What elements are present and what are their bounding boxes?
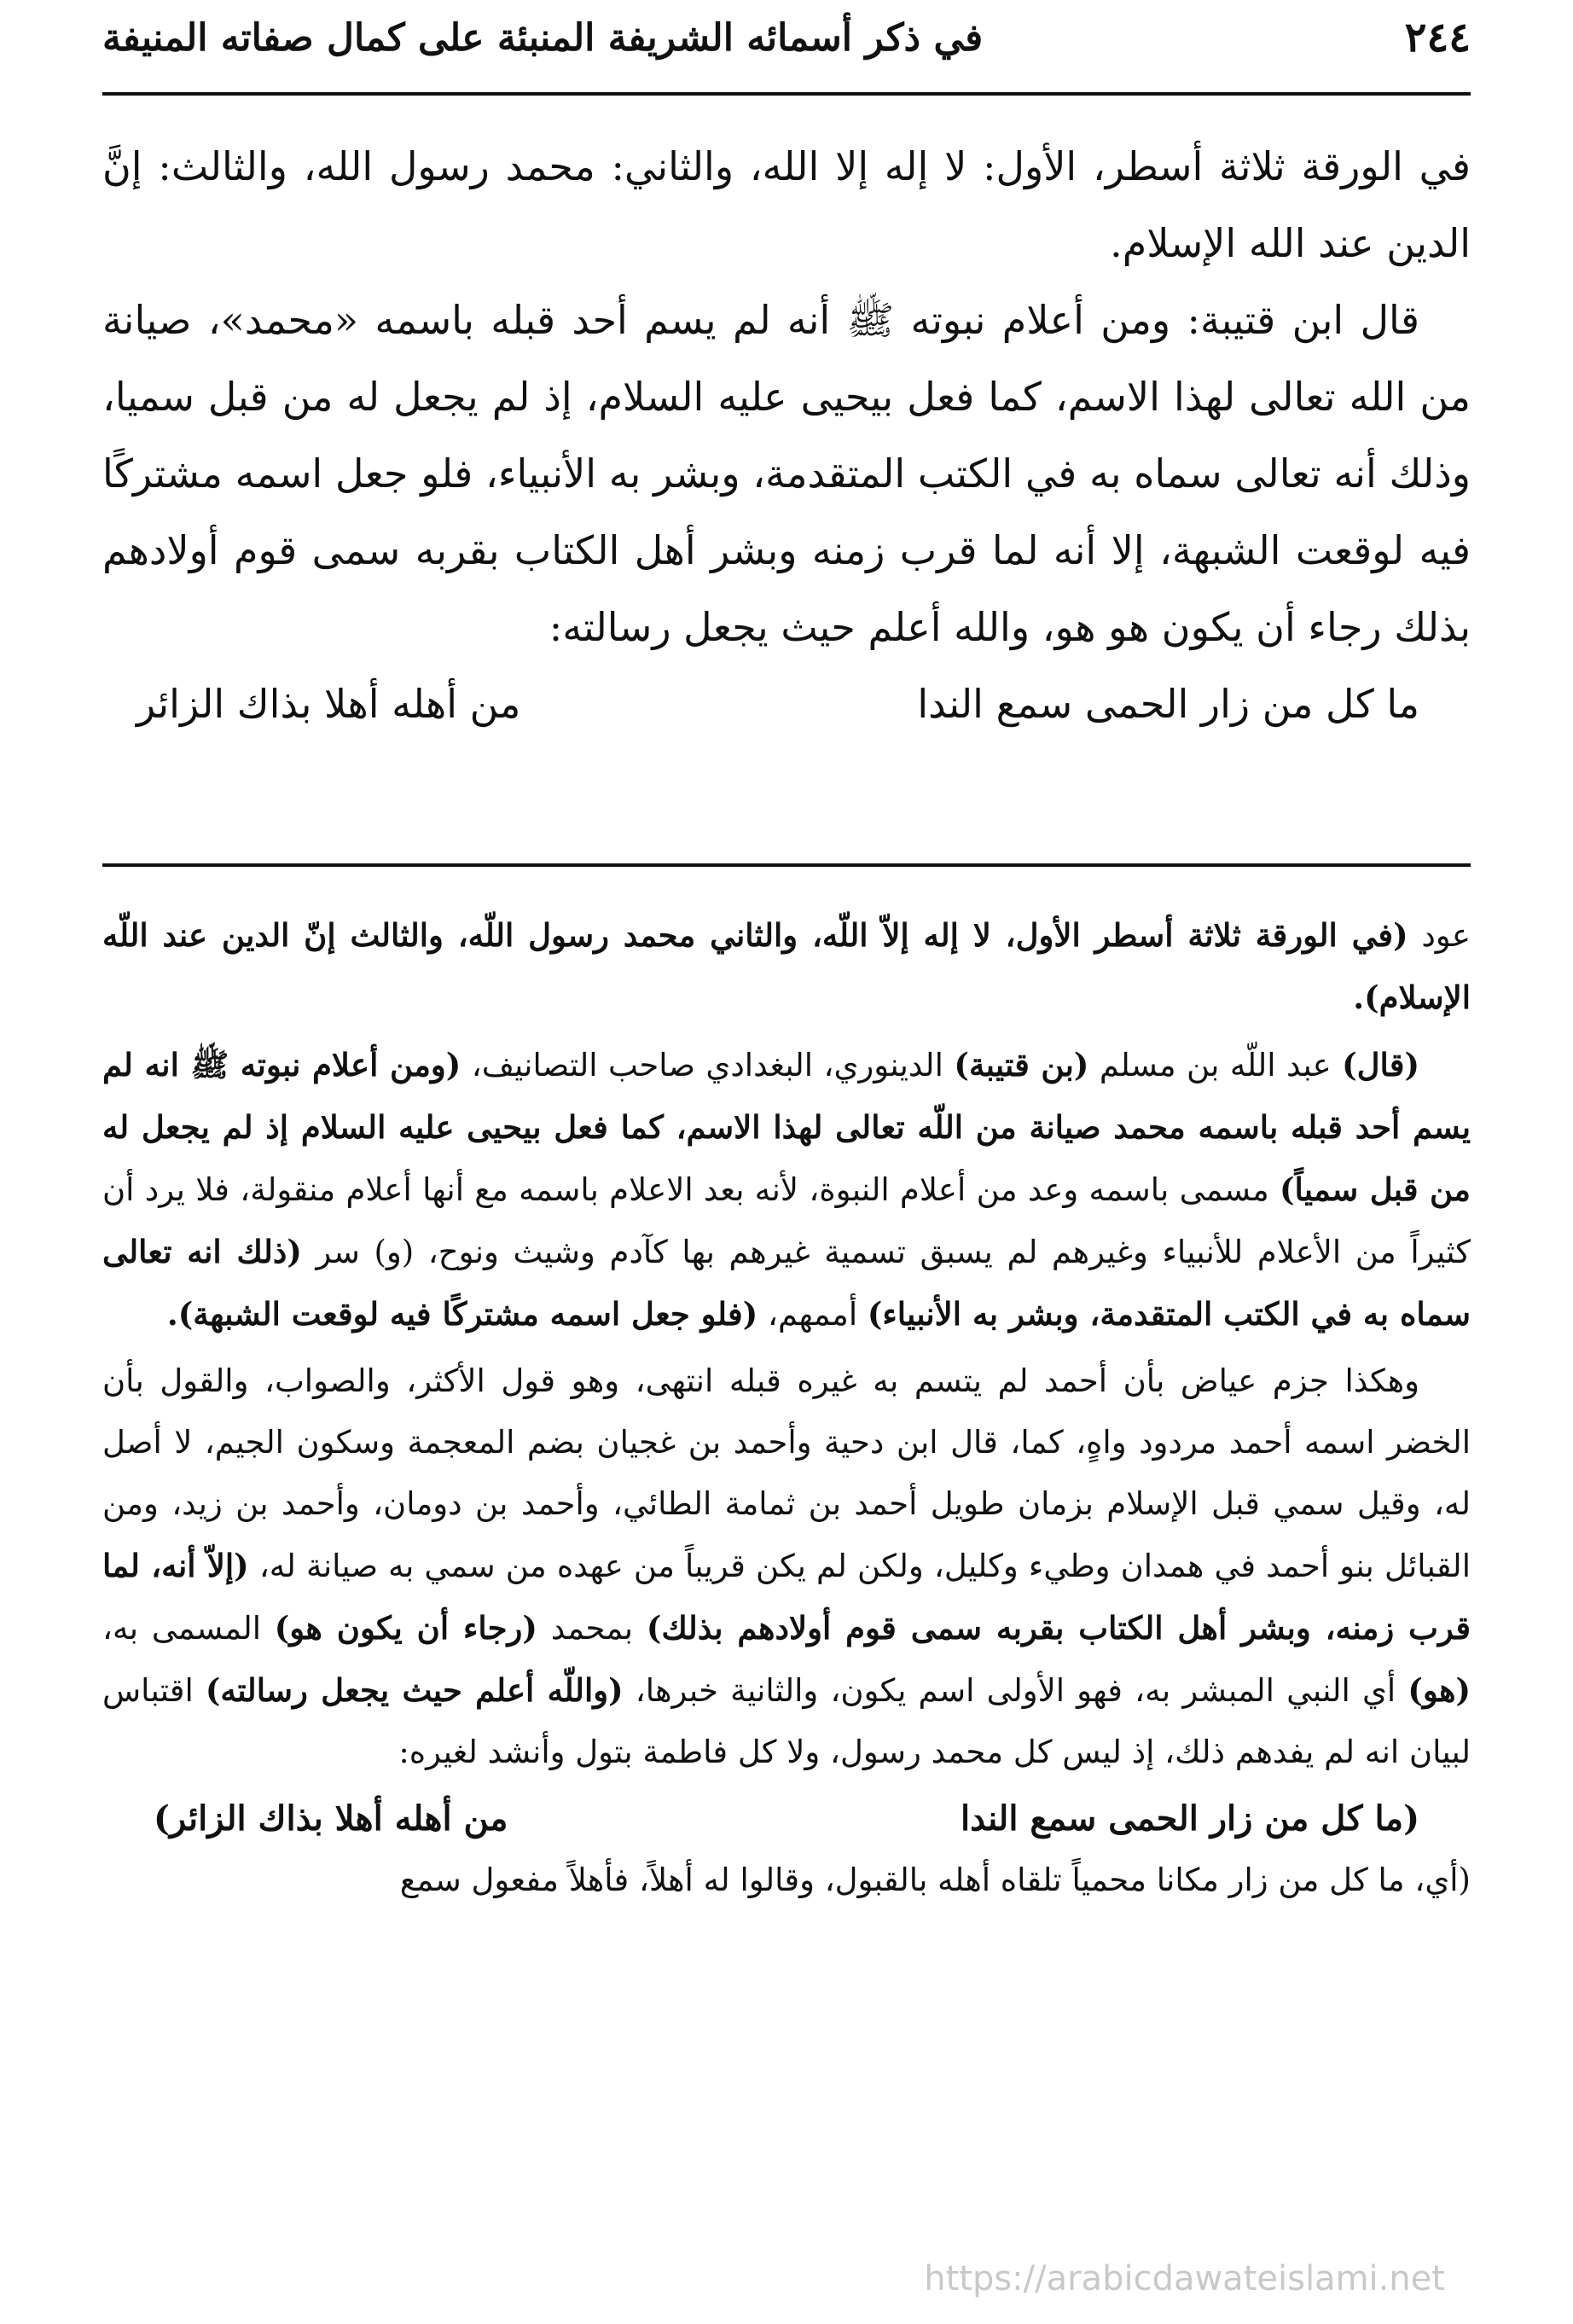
verse-first-hemistich: (ما كل من زار الحمى سمع الندا [960,1798,1419,1839]
verse-second-hemistich: من أهله أهلا بذاك الزائر [136,681,521,727]
quoted-matn: (قال) [1342,1046,1419,1084]
page-number: ٢٤٤ [1404,14,1471,61]
quoted-matn: (ذلك انه تعالى سماه به في الكتب المتقدمة، وبشر به الأنبياء) [102,1233,1471,1333]
sharh-verse [102,1788,1471,1850]
header-rule [102,92,1471,96]
main-text [102,128,1471,742]
running-title: في ذكر أسمائه الشريفة المنبئة على كمال صفاته المنيفة [102,15,984,60]
commentary-separator [102,863,1471,867]
text-run: بمحمد [537,1610,647,1647]
quoted-matn: (في الورقة ثلاثة أسطر الأول، لا إله إلاّ اللّه، والثاني محمد رسول اللّه، والثالث إنّ الدين عند اللّه الإسلام). [102,916,1471,1016]
verse-first-hemistich: ما كل من زار الحمى سمع الندا [917,681,1419,727]
sharh-paragraph-3 [102,1351,1471,1783]
matn-verse [102,665,1471,742]
quoted-matn: (بن قتيبة) [954,1046,1089,1084]
text-run: مسمى باسمه وعد من أعلام النبوة، لأنه بعد الاعلام باسمه مع أنها أعلام منقولة، فلا يرد أن كثيراً من الأعلام للأنبياء وغيرهم لم يسبق تسمية غيرهم بها كآدم وشيث ونوح، (و) سر [102,1171,1471,1270]
quoted-matn: (هو) [1408,1671,1471,1709]
matn-paragraph-1: في الورقة ثلاثة أسطر، الأول: لا إله إلا الله، والثاني: محمد رسول الله، والثالث: إنَّ الدين عند الله الإسلام. [102,143,1471,266]
sharh-paragraph-1 [102,904,1471,1029]
running-header [102,3,1471,72]
quoted-matn: (واللّه أعلم حيث يجعل رسالته) [205,1671,624,1709]
watermark: https://arabicdawateislami.net [924,2259,1445,2298]
text-run: وهكذا جزم عياض بأن أحمد لم يتسم به غيره قبله انتهى، وهو قول الأكثر، والصواب، والقول بأن الخضر اسمه أحمد مردود واهٍ، كما، قال ابن دحية وأحمد بن غجيان بضم المعجمة وسكون الجيم، لا أصل له، وقيل سمي قبل الإسلام بزمان طويل أحمد بن ثمامة الطائي، وأحمد بن دومان، وأحمد بن زيد، ومن القبائل بنو أحمد في همدان وطيء وكليل، ولكن لم يكن قريباً من عهده من سمي به صيانة له، [102,1362,1471,1584]
text-run: أممهم، [757,1296,868,1333]
commentary-text [102,904,1471,1916]
quoted-matn: (إلاّ أنه، لما قرب زمنه، وبشر أهل الكتاب بقربه سمى قوم أولادهم بذلك) [102,1547,1471,1647]
text-run: اقتباس لبيان انه لم يفدهم ذلك، إذ ليس كل محمد رسول، ولا كل فاطمة بتول وأنشد لغيره: [102,1672,1471,1770]
sharh-paragraph-2 [102,1034,1471,1345]
matn-paragraph-2: قال ابن قتيبة: ومن أعلام نبوته ﷺ أنه لم يسم أحد قبله باسمه «محمد»، صيانة من الله تعالى لهذا الاسم، كما فعل بيحيى عليه السلام، إذ لم يجعل له من قبل سميا، وذلك أنه تعالى سماه به في الكتب المتقدمة، وبشر به الأنبياء، فلو جعل اسمه مشتركًا فيه لوقعت الشبهة، إلا أنه لما قرب زمنه وبشر أهل الكتاب بقربه سمى قوم أولادهم بذلك رجاء أن يكون هو هو، والله أعلم حيث يجعل رسالته: [102,297,1471,650]
text-run: المسمى به، [102,1610,275,1647]
quoted-matn: (ومن أعلام نبوته ﷺ انه لم يسم أحد قبله باسمه محمد صيانة من اللّه تعالى لهذا الاسم، كما فعل بيحيى عليه السلام إذ لم يجعل له من قبل سمياً) [102,1046,1471,1208]
text-run: أي النبي المبشر به، فهو الأولى اسم يكون، والثانية خبرها، [623,1672,1408,1709]
verse-second-hemistich: من أهله أهلا بذاك الزائر) [154,1798,508,1839]
text-run: عود [1408,917,1471,954]
text-run: الدينوري، البغدادي صاحب التصانيف، [461,1047,955,1084]
quoted-matn: (رجاء أن يكون هو) [274,1609,537,1647]
quoted-matn: (فلو جعل اسمه مشتركًا فيه لوقعت الشبهة). [166,1295,758,1333]
text-run: عبد اللّه بن مسلم [1088,1047,1343,1084]
sharh-paragraph-4: (أي، ما كل من زار مكانا محمياً تلقاه أهله بالقبول، وقالوا له أهلاً، فأهلاً مفعول سمع [399,1862,1471,1898]
